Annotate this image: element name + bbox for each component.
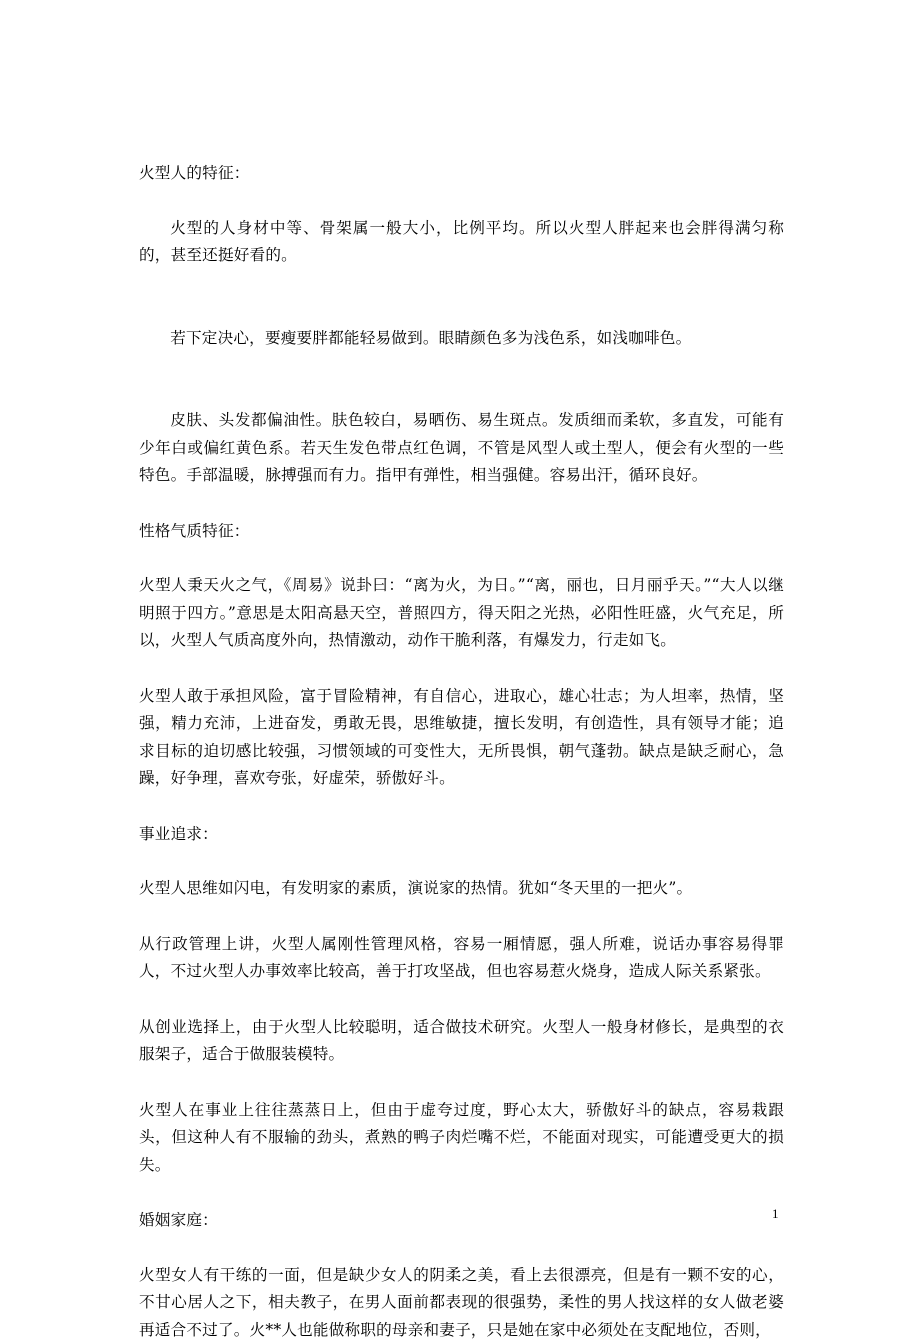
paragraph-eye-color: 若下定决心，要瘦要胖都能轻易做到。眼睛颜色多为浅色系，如浅咖啡色。 [139, 325, 784, 353]
paragraph-fire-type-women: 火型女人有干练的一面，但是缺少女人的阴柔之美，看上去很漂亮，但是有一颗不安的心，不甘心居人之下，相夫教子，在男人面前都表现的很强势，柔性的男人找这样的女人做老婆再适合不过了。火**人也能做称职的母亲和妻子，只是她在家中必须处在支配地位，否则， [139, 1262, 784, 1344]
section-heading-fire-type-features: 火型人的特征： [139, 160, 784, 188]
section-heading-marriage-family: 婚姻家庭： [139, 1207, 784, 1235]
paragraph-lightning-thinking: 火型人思维如闪电，有发明家的素质，演说家的热情。犹如“冬天里的一把火”。 [139, 875, 784, 903]
section-heading-career: 事业追求： [139, 821, 784, 849]
section-heading-personality: 性格气质特征： [139, 518, 784, 546]
paragraph-career-prospects: 火型人在事业上往往蒸蒸日上，但由于虚夸过度，野心太大，骄傲好斗的缺点，容易栽跟头，但这种人有不服输的劲头，煮熟的鸭子肉烂嘴不烂，不能面对现实，可能遭受更大的损失。 [139, 1097, 784, 1180]
document-body [139, 160, 784, 1344]
page-number: 1 [772, 1206, 779, 1222]
paragraph-skin-hair: 皮肤、头发都偏油性。肤色较白，易晒伤、易生斑点。发质细而柔软，多直发，可能有少年白或偏红黄色系。若天生发色带点红色调，不管是风型人或土型人，便会有火型的一些特色。手部温暖，脉搏强而有力。指甲有弹性，相当强健。容易出汗，循环良好。 [139, 407, 784, 490]
paragraph-zhouyi: 火型人秉天火之气，《周易》说卦曰：“离为火，为日。”“离，丽也，日月丽乎天。”“大人以继明照于四方。”意思是太阳高悬天空，普照四方，得天阳之光热，必阳性旺盛，火气充足，所以，火型人气质高度外向，热情激动，动作干脆利落，有爆发力，行走如飞。 [139, 572, 784, 655]
paragraph-body-build: 火型的人身材中等、骨架属一般大小，比例平均。所以火型人胖起来也会胖得满匀称的，甚至还挺好看的。 [139, 215, 784, 270]
paragraph-administration: 从行政管理上讲，火型人属刚性管理风格，容易一厢情愿，强人所难，说话办事容易得罪人，不过火型人办事效率比较高，善于打攻坚战，但也容易惹火烧身，造成人际关系紧张。 [139, 931, 784, 986]
paragraph-risk-taking: 火型人敢于承担风险，富于冒险精神，有自信心，进取心，雄心壮志；为人坦率，热情，坚强，精力充沛，上进奋发，勇敢无畏，思维敏捷，擅长发明，有创造性，具有领导才能；追求目标的迫切感比较强，习惯领域的可变性大，无所畏惧，朝气蓬勃。缺点是缺乏耐心，急躁，好争理，喜欢夸张，好虚荣，骄傲好斗。 [139, 683, 784, 793]
paragraph-entrepreneurship: 从创业选择上，由于火型人比较聪明，适合做技术研究。火型人一般身材修长，是典型的衣服架子，适合于做服装模特。 [139, 1014, 784, 1069]
